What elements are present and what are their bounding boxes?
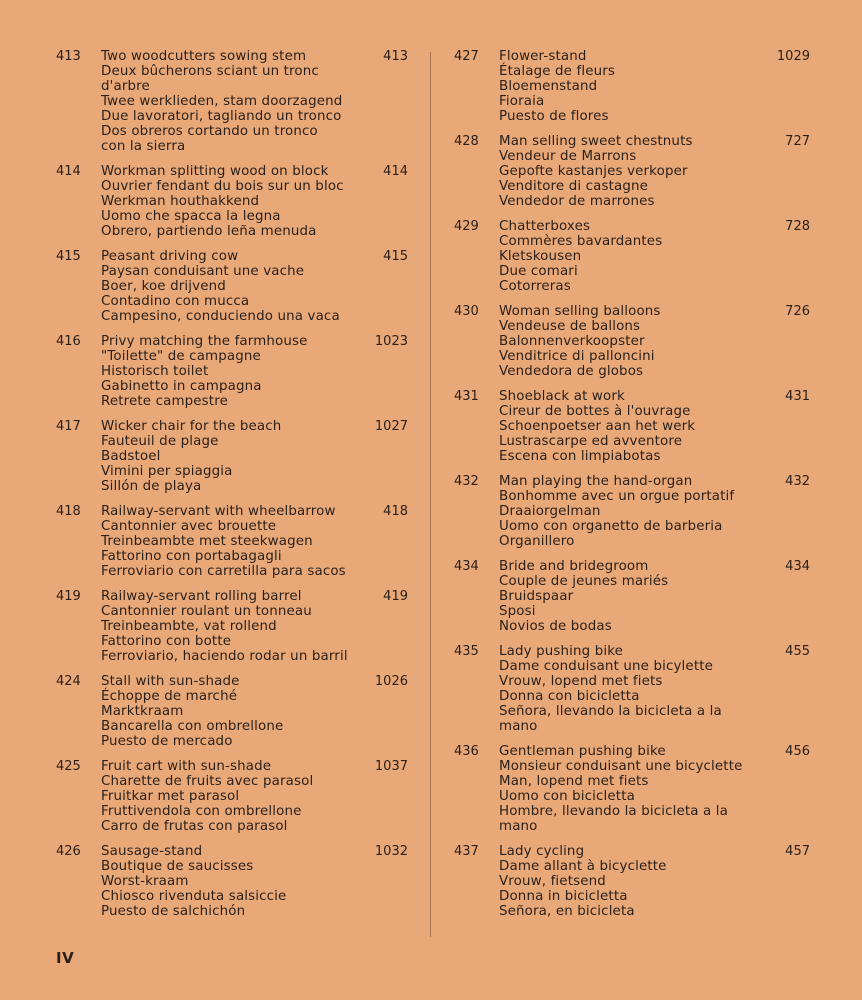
description-line: Hombre, llevando la bicicleta a la: [499, 804, 729, 819]
description-line: Gabinetto in campagna: [101, 379, 262, 394]
description-line: Bruidspaar: [499, 589, 574, 604]
entry-number: 427: [454, 49, 479, 64]
catalog-entry: [56, 589, 416, 664]
entry-number: 437: [454, 844, 479, 859]
description-line: Chiosco rivenduta salsiccie: [101, 889, 287, 904]
description-line: Lustrascarpe ed avventore: [499, 434, 683, 449]
description-line: Man selling sweet chestnuts: [499, 134, 693, 149]
catalog-entry: [454, 219, 810, 294]
catalog-entry: [56, 759, 416, 834]
catalog-entry: [454, 134, 810, 209]
description-line: Boutique de saucisses: [101, 859, 254, 874]
description-line: Fioraia: [499, 94, 545, 109]
entry-descriptions: [101, 504, 358, 579]
description-line: Ouvrier fendant du bois sur un bloc: [101, 179, 344, 194]
description-line: d'arbre: [101, 79, 150, 94]
description-line: Puesto de mercado: [101, 734, 233, 749]
entry-reference: 457: [785, 844, 810, 859]
entry-descriptions: [101, 589, 358, 664]
description-line: Werkman houthakkend: [101, 194, 260, 209]
entry-reference: 415: [383, 249, 408, 264]
description-line: Commères bavardantes: [499, 234, 663, 249]
entry-number: 415: [56, 249, 81, 264]
entry-descriptions: [499, 559, 752, 634]
description-line: Due lavoratori, tagliando un tronco: [101, 109, 342, 124]
catalog-entry: [454, 474, 810, 549]
description-line: Deux bûcherons sciant un tronc: [101, 64, 319, 79]
description-line: Retrete campestre: [101, 394, 228, 409]
column-divider: [430, 52, 431, 937]
description-line: Señora, llevando la bicicleta a la: [499, 704, 722, 719]
description-line: Donna con bicicletta: [499, 689, 640, 704]
catalog-entry: [56, 164, 416, 239]
description-line: Vendeuse de ballons: [499, 319, 641, 334]
description-line: con la sierra: [101, 139, 186, 154]
description-line: Étalage de fleurs: [499, 64, 616, 79]
entry-number: 418: [56, 504, 81, 519]
description-line: Puesto de flores: [499, 109, 609, 124]
description-line: Ferroviario, haciendo rodar un barril: [101, 649, 348, 664]
entry-number: 425: [56, 759, 81, 774]
entry-descriptions: [499, 49, 752, 124]
description-line: Vrouw, lopend met fiets: [499, 674, 663, 689]
catalog-entry: [56, 419, 416, 494]
entry-descriptions: [101, 334, 358, 409]
description-line: Organillero: [499, 534, 575, 549]
entry-reference: 456: [785, 744, 810, 759]
description-line: Bride and bridegroom: [499, 559, 649, 574]
entry-reference: 414: [383, 164, 408, 179]
entry-number: 413: [56, 49, 81, 64]
description-line: Fattorino con portabagagli: [101, 549, 282, 564]
description-line: Schoenpoetser aan het werk: [499, 419, 696, 434]
description-line: Vendedor de marrones: [499, 194, 655, 209]
entry-reference: 728: [785, 219, 810, 234]
description-line: Peasant driving cow: [101, 249, 239, 264]
catalog-entry: [454, 304, 810, 379]
entry-reference: 413: [383, 49, 408, 64]
catalog-entry: [454, 844, 810, 919]
entry-reference: 431: [785, 389, 810, 404]
entry-descriptions: [499, 389, 752, 464]
description-line: Cireur de bottes à l'ouvrage: [499, 404, 691, 419]
entry-reference: 726: [785, 304, 810, 319]
description-line: Balonnenverkoopster: [499, 334, 645, 349]
description-line: Vimini per spiaggia: [101, 464, 233, 479]
entry-number: 419: [56, 589, 81, 604]
description-line: Historisch toilet: [101, 364, 209, 379]
entry-descriptions: [101, 674, 358, 749]
description-line: Worst-kraam: [101, 874, 189, 889]
entry-number: 417: [56, 419, 81, 434]
description-line: Contadino con mucca: [101, 294, 250, 309]
entry-descriptions: [101, 249, 358, 324]
description-line: Novios de bodas: [499, 619, 612, 634]
description-line: Cantonnier roulant un tonneau: [101, 604, 312, 619]
description-line: Marktkraam: [101, 704, 184, 719]
description-line: Man playing the hand-organ: [499, 474, 693, 489]
entry-descriptions: [101, 844, 358, 919]
description-line: Bonhomme avec un orgue portatif: [499, 489, 735, 504]
description-line: mano: [499, 719, 538, 734]
description-line: Cotorreras: [499, 279, 571, 294]
description-line: Uomo con bicicletta: [499, 789, 635, 804]
entry-reference: 1029: [776, 49, 810, 64]
description-line: Shoeblack at work: [499, 389, 625, 404]
entry-number: 434: [454, 559, 479, 574]
entry-reference: 434: [785, 559, 810, 574]
entry-reference: 432: [785, 474, 810, 489]
description-line: Fruttivendola con ombrellone: [101, 804, 302, 819]
description-line: Sillón de playa: [101, 479, 202, 494]
catalog-entry: [454, 559, 810, 634]
description-line: Flower-stand: [499, 49, 587, 64]
description-line: Ferroviario con carretilla para sacos: [101, 564, 346, 579]
entry-descriptions: [101, 759, 358, 834]
entry-descriptions: [101, 164, 358, 239]
entry-descriptions: [499, 474, 752, 549]
description-line: Venditore di castagne: [499, 179, 649, 194]
entry-reference: 1027: [374, 419, 408, 434]
entry-reference: 1026: [374, 674, 408, 689]
description-line: Railway-servant with wheelbarrow: [101, 504, 336, 519]
description-line: Charette de fruits avec parasol: [101, 774, 314, 789]
catalog-entry: [56, 249, 416, 324]
description-line: Échoppe de marché: [101, 689, 238, 704]
description-line: Gentleman pushing bike: [499, 744, 666, 759]
description-line: Woman selling balloons: [499, 304, 661, 319]
description-line: Man, lopend met fiets: [499, 774, 649, 789]
description-line: Obrero, partiendo leña menuda: [101, 224, 317, 239]
description-line: Two woodcutters sowing stem: [101, 49, 307, 64]
description-line: Señora, en bicicleta: [499, 904, 635, 919]
description-line: Draaiorgelman: [499, 504, 601, 519]
description-line: Dame allant à bicyclette: [499, 859, 667, 874]
catalog-entry: [454, 744, 810, 834]
entry-reference: 1023: [374, 334, 408, 349]
description-line: Boer, koe drijvend: [101, 279, 226, 294]
description-line: "Toilette" de campagne: [101, 349, 261, 364]
entry-number: 432: [454, 474, 479, 489]
description-line: Chatterboxes: [499, 219, 591, 234]
entry-descriptions: [101, 49, 358, 154]
description-line: Donna in bicicletta: [499, 889, 628, 904]
catalog-entry: [56, 844, 416, 919]
entry-number: 426: [56, 844, 81, 859]
entry-descriptions: [499, 844, 752, 919]
entry-number: 435: [454, 644, 479, 659]
description-line: Gepofte kastanjes verkoper: [499, 164, 688, 179]
entry-reference: 418: [383, 504, 408, 519]
description-line: Puesto de salchichón: [101, 904, 246, 919]
description-line: Badstoel: [101, 449, 161, 464]
description-line: Bloemenstand: [499, 79, 598, 94]
entry-number: 416: [56, 334, 81, 349]
description-line: Twee werklieden, stam doorzagend: [101, 94, 343, 109]
description-line: Uomo con organetto de barberia: [499, 519, 723, 534]
description-line: Fauteuil de plage: [101, 434, 219, 449]
entry-reference: 455: [785, 644, 810, 659]
catalog-entry: [56, 504, 416, 579]
description-line: Campesino, conduciendo una vaca: [101, 309, 340, 324]
right-column: [454, 49, 810, 929]
description-line: Kletskousen: [499, 249, 582, 264]
description-line: Monsieur conduisant une bicyclette: [499, 759, 743, 774]
description-line: Treinbeambte met steekwagen: [101, 534, 313, 549]
page-number: IV: [56, 949, 75, 967]
description-line: Cantonnier avec brouette: [101, 519, 277, 534]
description-line: Railway-servant rolling barrel: [101, 589, 302, 604]
entry-reference: 1032: [374, 844, 408, 859]
description-line: Privy matching the farmhouse: [101, 334, 308, 349]
description-line: Due comari: [499, 264, 578, 279]
catalog-entry: [56, 49, 416, 154]
description-line: Workman splitting wood on block: [101, 164, 329, 179]
entry-reference: 1037: [374, 759, 408, 774]
entry-descriptions: [499, 304, 752, 379]
entry-descriptions: [499, 219, 752, 294]
catalog-entry: [454, 644, 810, 734]
catalog-entry: [454, 389, 810, 464]
entry-number: 414: [56, 164, 81, 179]
description-line: mano: [499, 819, 538, 834]
catalog-entry: [56, 674, 416, 749]
description-line: Lady pushing bike: [499, 644, 624, 659]
description-line: Paysan conduisant une vache: [101, 264, 305, 279]
description-line: Treinbeambte, vat rollend: [101, 619, 277, 634]
description-line: Bancarella con ombrellone: [101, 719, 284, 734]
entry-descriptions: [499, 644, 752, 734]
description-line: Escena con limpiabotas: [499, 449, 661, 464]
entry-number: 430: [454, 304, 479, 319]
description-line: Vendedora de globos: [499, 364, 644, 379]
entry-descriptions: [499, 744, 752, 834]
description-line: Carro de frutas con parasol: [101, 819, 288, 834]
description-line: Vendeur de Marrons: [499, 149, 637, 164]
description-line: Venditrice di palloncini: [499, 349, 655, 364]
catalog-entry: [56, 334, 416, 409]
description-line: Lady cycling: [499, 844, 585, 859]
description-line: Fruitkar met parasol: [101, 789, 240, 804]
entry-number: 429: [454, 219, 479, 234]
entry-number: 431: [454, 389, 479, 404]
entry-reference: 419: [383, 589, 408, 604]
entry-number: 424: [56, 674, 81, 689]
catalog-entry: [454, 49, 810, 124]
description-line: Fattorino con botte: [101, 634, 232, 649]
description-line: Fruit cart with sun-shade: [101, 759, 272, 774]
description-line: Dos obreros cortando un tronco: [101, 124, 318, 139]
left-column: [56, 49, 416, 929]
description-line: Wicker chair for the beach: [101, 419, 282, 434]
description-line: Sausage-stand: [101, 844, 203, 859]
description-line: Dame conduisant une bicylette: [499, 659, 714, 674]
description-line: Vrouw, fietsend: [499, 874, 606, 889]
entry-number: 436: [454, 744, 479, 759]
description-line: Stall with sun-shade: [101, 674, 240, 689]
entry-reference: 727: [785, 134, 810, 149]
description-line: Uomo che spacca la legna: [101, 209, 281, 224]
entry-descriptions: [101, 419, 358, 494]
description-line: Couple de jeunes mariés: [499, 574, 669, 589]
entry-number: 428: [454, 134, 479, 149]
entry-descriptions: [499, 134, 752, 209]
description-line: Sposi: [499, 604, 536, 619]
